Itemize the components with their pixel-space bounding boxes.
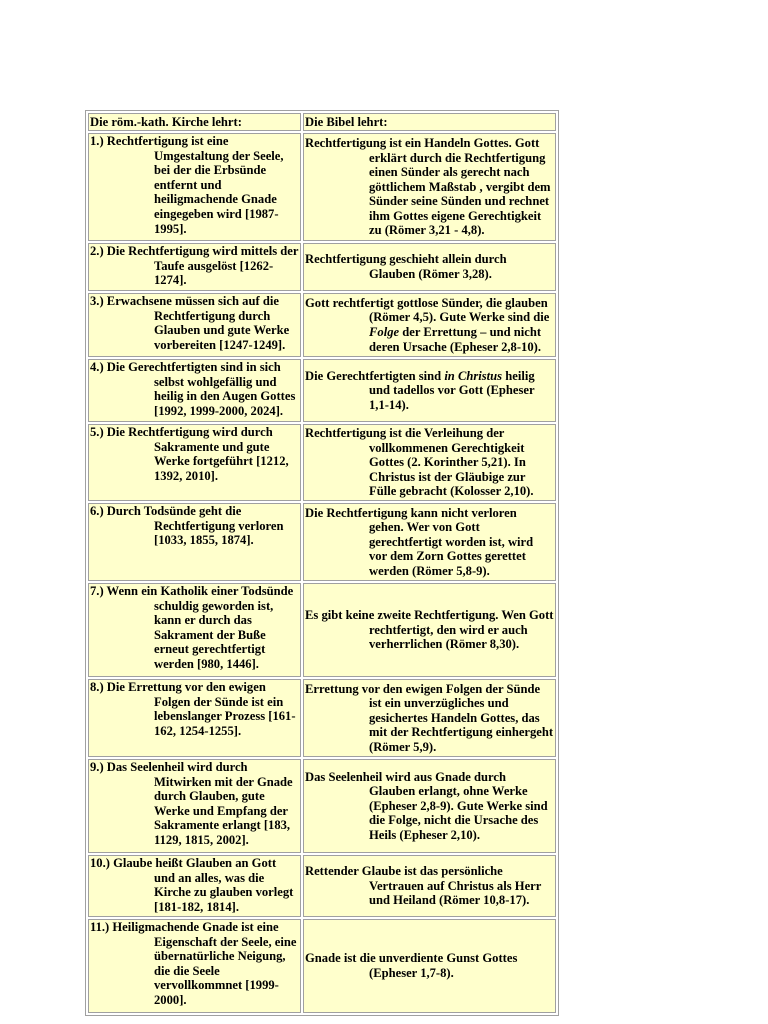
- catholic-teaching-text: 10.) Glaube heißt Glauben an Gott und an alles, was die Kirche zu glauben vorlegt [181-182, 1814].: [90, 856, 294, 914]
- catholic-teaching-cell: [88, 424, 301, 501]
- bible-teaching-text: Rechtfertigung geschieht allein durch Glauben (Römer 3,28).: [305, 252, 507, 281]
- table-row: [88, 293, 556, 357]
- table-row: [88, 503, 556, 581]
- header-bible: Die Bibel lehrt:: [303, 113, 556, 131]
- bible-teaching-text: Die Rechtfertigung kann nicht verloren gehen. Wer von Gott gerechtfertigt worden ist, wird vor dem Zorn Gottes gerettet werden (Römer 5,8-9).: [305, 505, 534, 578]
- bible-teaching-cell: [303, 293, 556, 357]
- catholic-teaching-cell: [88, 759, 301, 853]
- bible-teaching-text: Gott rechtfertigt gottlose Sünder, die glauben (Römer 4,5). Gute Werke sind die Folge der Errettung – und nicht deren Ursache (Epheser 2,8-10).: [305, 295, 550, 354]
- bible-teaching-text: Es gibt keine zweite Rechtfertigung. Wen Gott rechtfertigt, den wird er auch verherrlichen (Römer 8,30).: [305, 608, 554, 652]
- bible-teaching-cell: [303, 359, 556, 422]
- catholic-teaching-text: 4.) Die Gerechtfertigten sind in sich selbst wohlgefällig und heilig in den Augen Gottes [1992, 1999-2000, 2024].: [90, 360, 296, 418]
- comparison-table: [85, 110, 559, 1016]
- catholic-teaching-text: 11.) Heiligmachende Gnade ist eine Eigenschaft der Seele, eine übernatürliche Neigung, die die Seele vervollkommnet [1999-2000].: [90, 920, 297, 1007]
- bible-teaching-text: Rechtfertigung ist ein Handeln Gottes. Gott erklärt durch die Rechtfertigung einen Sünder als gerecht nach göttlichem Maßstab , vergibt dem Sünder seine Sünden und rechnet ihm Gottes eigene Gerechtigkeit zu (Römer 3,21 - 4,8).: [305, 135, 551, 238]
- table-row: [88, 919, 556, 1013]
- catholic-teaching-text: 1.) Rechtfertigung ist eine Umgestaltung der Seele, bei der die Erbsünde entfernt und heiligmachende Gnade eingegeben wird [1987-1995].: [90, 134, 284, 236]
- bible-teaching-cell: [303, 855, 556, 917]
- catholic-teaching-cell: [88, 359, 301, 422]
- catholic-teaching-text: 2.) Die Rechtfertigung wird mittels der Taufe ausgelöst [1262-1274].: [90, 244, 299, 288]
- catholic-teaching-cell: [88, 583, 301, 677]
- bible-teaching-text: Gnade ist die unverdiente Gunst Gottes (Epheser 1,7-8).: [305, 951, 518, 980]
- table-row: [88, 583, 556, 677]
- catholic-teaching-text: 3.) Erwachsene müssen sich auf die Rechtfertigung durch Glauben und gute Werke vorbereiten [1247-1249].: [90, 294, 290, 352]
- bible-teaching-cell: [303, 679, 556, 757]
- bible-teaching-text: Rechtfertigung ist die Verleihung der vollkommenen Gerechtigkeit Gottes (2. Korinther 5,21). In Christus ist der Gläubige zur Fülle gebracht (Kolosser 2,10).: [305, 426, 534, 499]
- table-row: [88, 243, 556, 291]
- catholic-teaching-cell: [88, 503, 301, 581]
- catholic-teaching-cell: [88, 919, 301, 1013]
- table-row: [88, 855, 556, 917]
- bible-teaching-cell: [303, 424, 556, 501]
- table-row: [88, 133, 556, 241]
- bible-teaching-cell: [303, 583, 556, 677]
- bible-teaching-cell: [303, 919, 556, 1013]
- table-row: [88, 359, 556, 422]
- catholic-teaching-cell: [88, 243, 301, 291]
- catholic-teaching-cell: [88, 133, 301, 241]
- catholic-teaching-text: 8.) Die Errettung vor den ewigen Folgen der Sünde ist ein lebenslanger Prozess [161-162, 1254-1255].: [90, 680, 296, 738]
- table-header-row: [88, 113, 556, 131]
- bible-teaching-text: Die Gerechtfertigten sind in Christus heilig und tadellos vor Gott (Epheser 1,1-14).: [305, 368, 535, 412]
- catholic-teaching-cell: [88, 679, 301, 757]
- bible-teaching-cell: [303, 503, 556, 581]
- bible-teaching-cell: [303, 133, 556, 241]
- table-row: [88, 424, 556, 501]
- table-row: [88, 679, 556, 757]
- bible-teaching-cell: [303, 243, 556, 291]
- bible-teaching-text: Das Seelenheil wird aus Gnade durch Glauben erlangt, ohne Werke (Epheser 2,8-9). Gute Werke sind die Folge, nicht die Ursache des Heils (Epheser 2,10).: [305, 769, 548, 842]
- bible-teaching-cell: [303, 759, 556, 853]
- catholic-teaching-text: 7.) Wenn ein Katholik einer Todsünde schuldig geworden ist, kann er durch das Sakrament der Buße erneut gerechtfertigt werden [980, 1446].: [90, 584, 294, 671]
- catholic-teaching-cell: [88, 293, 301, 357]
- bible-teaching-text: Errettung vor den ewigen Folgen der Sünde ist ein unverzügliches und gesichertes Handeln Gottes, das mit der Rechtfertigung einhergeht (Römer 5,9).: [305, 681, 554, 754]
- header-catholic: Die röm.-kath. Kirche lehrt:: [88, 113, 301, 131]
- catholic-teaching-text: 6.) Durch Todsünde geht die Rechtfertigung verloren [1033, 1855, 1874].: [90, 504, 284, 548]
- table-row: [88, 759, 556, 853]
- bible-teaching-text: Rettender Glaube ist das persönliche Vertrauen auf Christus als Herr und Heiland (Römer 10,8-17).: [305, 864, 542, 908]
- catholic-teaching-text: 9.) Das Seelenheil wird durch Mitwirken mit der Gnade durch Glauben, gute Werke und Empfang der Sakramente erlangt [183, 1129, 1815, 2002].: [90, 760, 293, 847]
- catholic-teaching-cell: [88, 855, 301, 917]
- catholic-teaching-text: 5.) Die Rechtfertigung wird durch Sakramente und gute Werke fortgeführt [1212, 1392, 2010].: [90, 425, 289, 483]
